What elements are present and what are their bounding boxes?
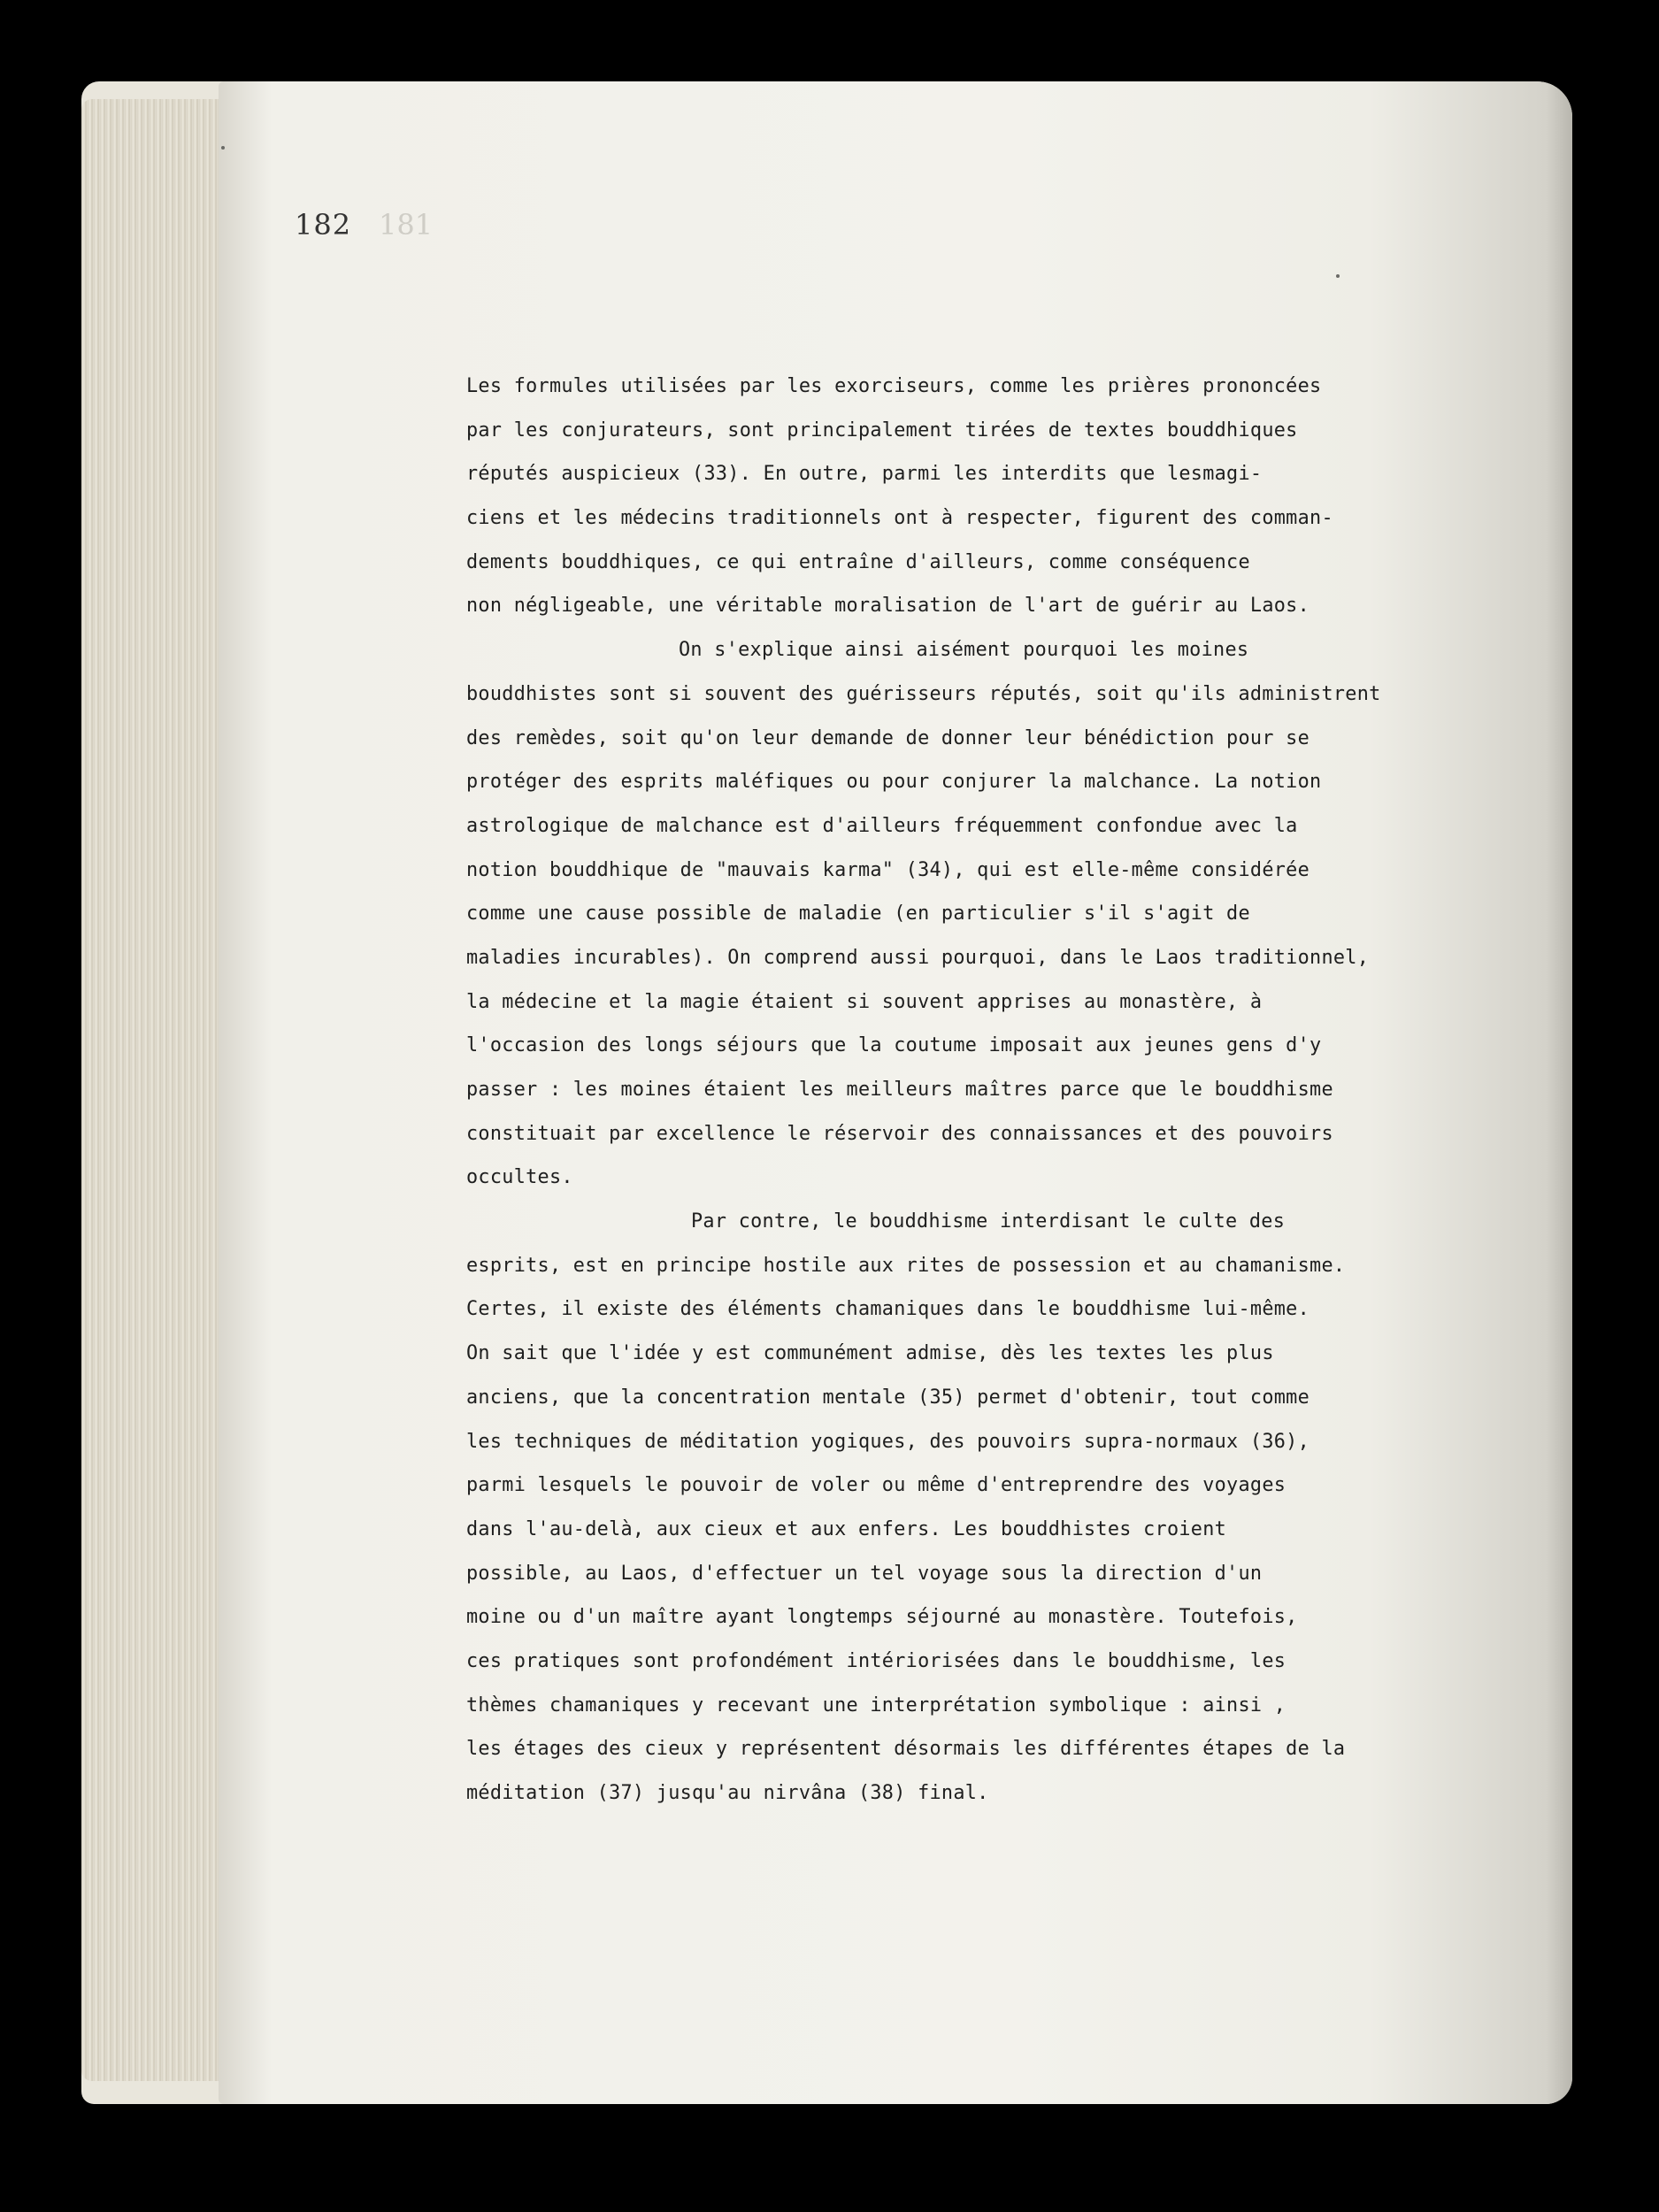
text-line: Les formules utilisées par les exorciseurs, comme les prières prononcées	[466, 375, 1322, 397]
text-line: astrologique de malchance est d'ailleurs fréquemment confondue avec la	[466, 814, 1298, 837]
text-line: anciens, que la concentration mentale (35) permet d'obtenir, tout comme	[466, 1386, 1310, 1409]
text-line: réputés auspicieux (33). En outre, parmi les interdits que lesmagi-	[466, 463, 1263, 486]
body-text	[466, 365, 1528, 1816]
text-line: l'occasion des longs séjours que la coutume imposait aux jeunes gens d'y	[466, 1034, 1322, 1057]
text-line: On sait que l'idée y est communément admise, dès les textes les plus	[466, 1342, 1274, 1365]
text-line: dements bouddhiques, ce qui entraîne d'ailleurs, comme conséquence	[466, 550, 1250, 573]
text-line: moine ou d'un maître ayant longtemps séjourné au monastère. Toutefois,	[466, 1606, 1298, 1629]
text-line: passer : les moines étaient les meilleurs maîtres parce que le bouddhisme	[466, 1079, 1333, 1101]
text-line: non négligeable, une véritable moralisation de l'art de guérir au Laos.	[466, 595, 1310, 618]
text-line: Certes, il existe des éléments chamaniques dans le bouddhisme lui-même.	[466, 1298, 1310, 1321]
text-line: dans l'au-delà, aux cieux et aux enfers. Les bouddhistes croient	[466, 1517, 1227, 1540]
text-line: esprits, est en principe hostile aux rites de possession et au chamanisme.	[466, 1254, 1346, 1277]
text-line: méditation (37) jusqu'au nirvâna (38) final.	[466, 1782, 989, 1804]
text-line: constituait par excellence le réservoir des connaissances et des pouvoirs	[466, 1122, 1333, 1145]
text-line: possible, au Laos, d'effectuer un tel voyage sous la direction d'un	[466, 1562, 1263, 1585]
text-line: thèmes chamaniques y recevant une interprétation symbolique : ainsi ,	[466, 1694, 1286, 1717]
text-line: occultes.	[466, 1166, 573, 1189]
text-line: la médecine et la magie étaient si souvent apprises au monastère, à	[466, 990, 1263, 1013]
text-line: ciens et les médecins traditionnels ont à respecter, figurent des comman-	[466, 507, 1333, 530]
text-line-indented: Par contre, le bouddhisme interdisant le culte des	[691, 1210, 1286, 1233]
text-line: par les conjurateurs, sont principalement tirées de textes bouddhiques	[466, 419, 1298, 442]
text-line: les techniques de méditation yogiques, des pouvoirs supra-normaux (36),	[466, 1430, 1310, 1453]
paper-speck	[1336, 274, 1340, 278]
paper-speck	[221, 146, 225, 150]
text-line: maladies incurables). On comprend aussi pourquoi, dans le Laos traditionnel,	[466, 946, 1370, 969]
page-number: 182	[295, 208, 352, 242]
bleed-through-number: 181	[379, 208, 434, 242]
text-line: des remèdes, soit qu'on leur demande de donner leur bénédiction pour se	[466, 726, 1310, 749]
text-line: ces pratiques sont profondément intériorisées dans le bouddhisme, les	[466, 1649, 1286, 1672]
text-line: bouddhistes sont si souvent des guérisseurs réputés, soit qu'ils administrent	[466, 682, 1381, 705]
page-edges	[81, 99, 223, 2081]
text-line-indented: On s'explique ainsi aisément pourquoi les moines	[679, 639, 1249, 662]
text-line: parmi lesquels le pouvoir de voler ou même d'entreprendre des voyages	[466, 1474, 1286, 1497]
text-line: notion bouddhique de "mauvais karma" (34), qui est elle-même considérée	[466, 858, 1310, 881]
text-line: protéger des esprits maléfiques ou pour conjurer la malchance. La notion	[466, 771, 1322, 794]
text-line: comme une cause possible de maladie (en particulier s'il s'agit de	[466, 902, 1250, 926]
text-line: les étages des cieux y représentent désormais les différentes étapes de la	[466, 1738, 1346, 1761]
